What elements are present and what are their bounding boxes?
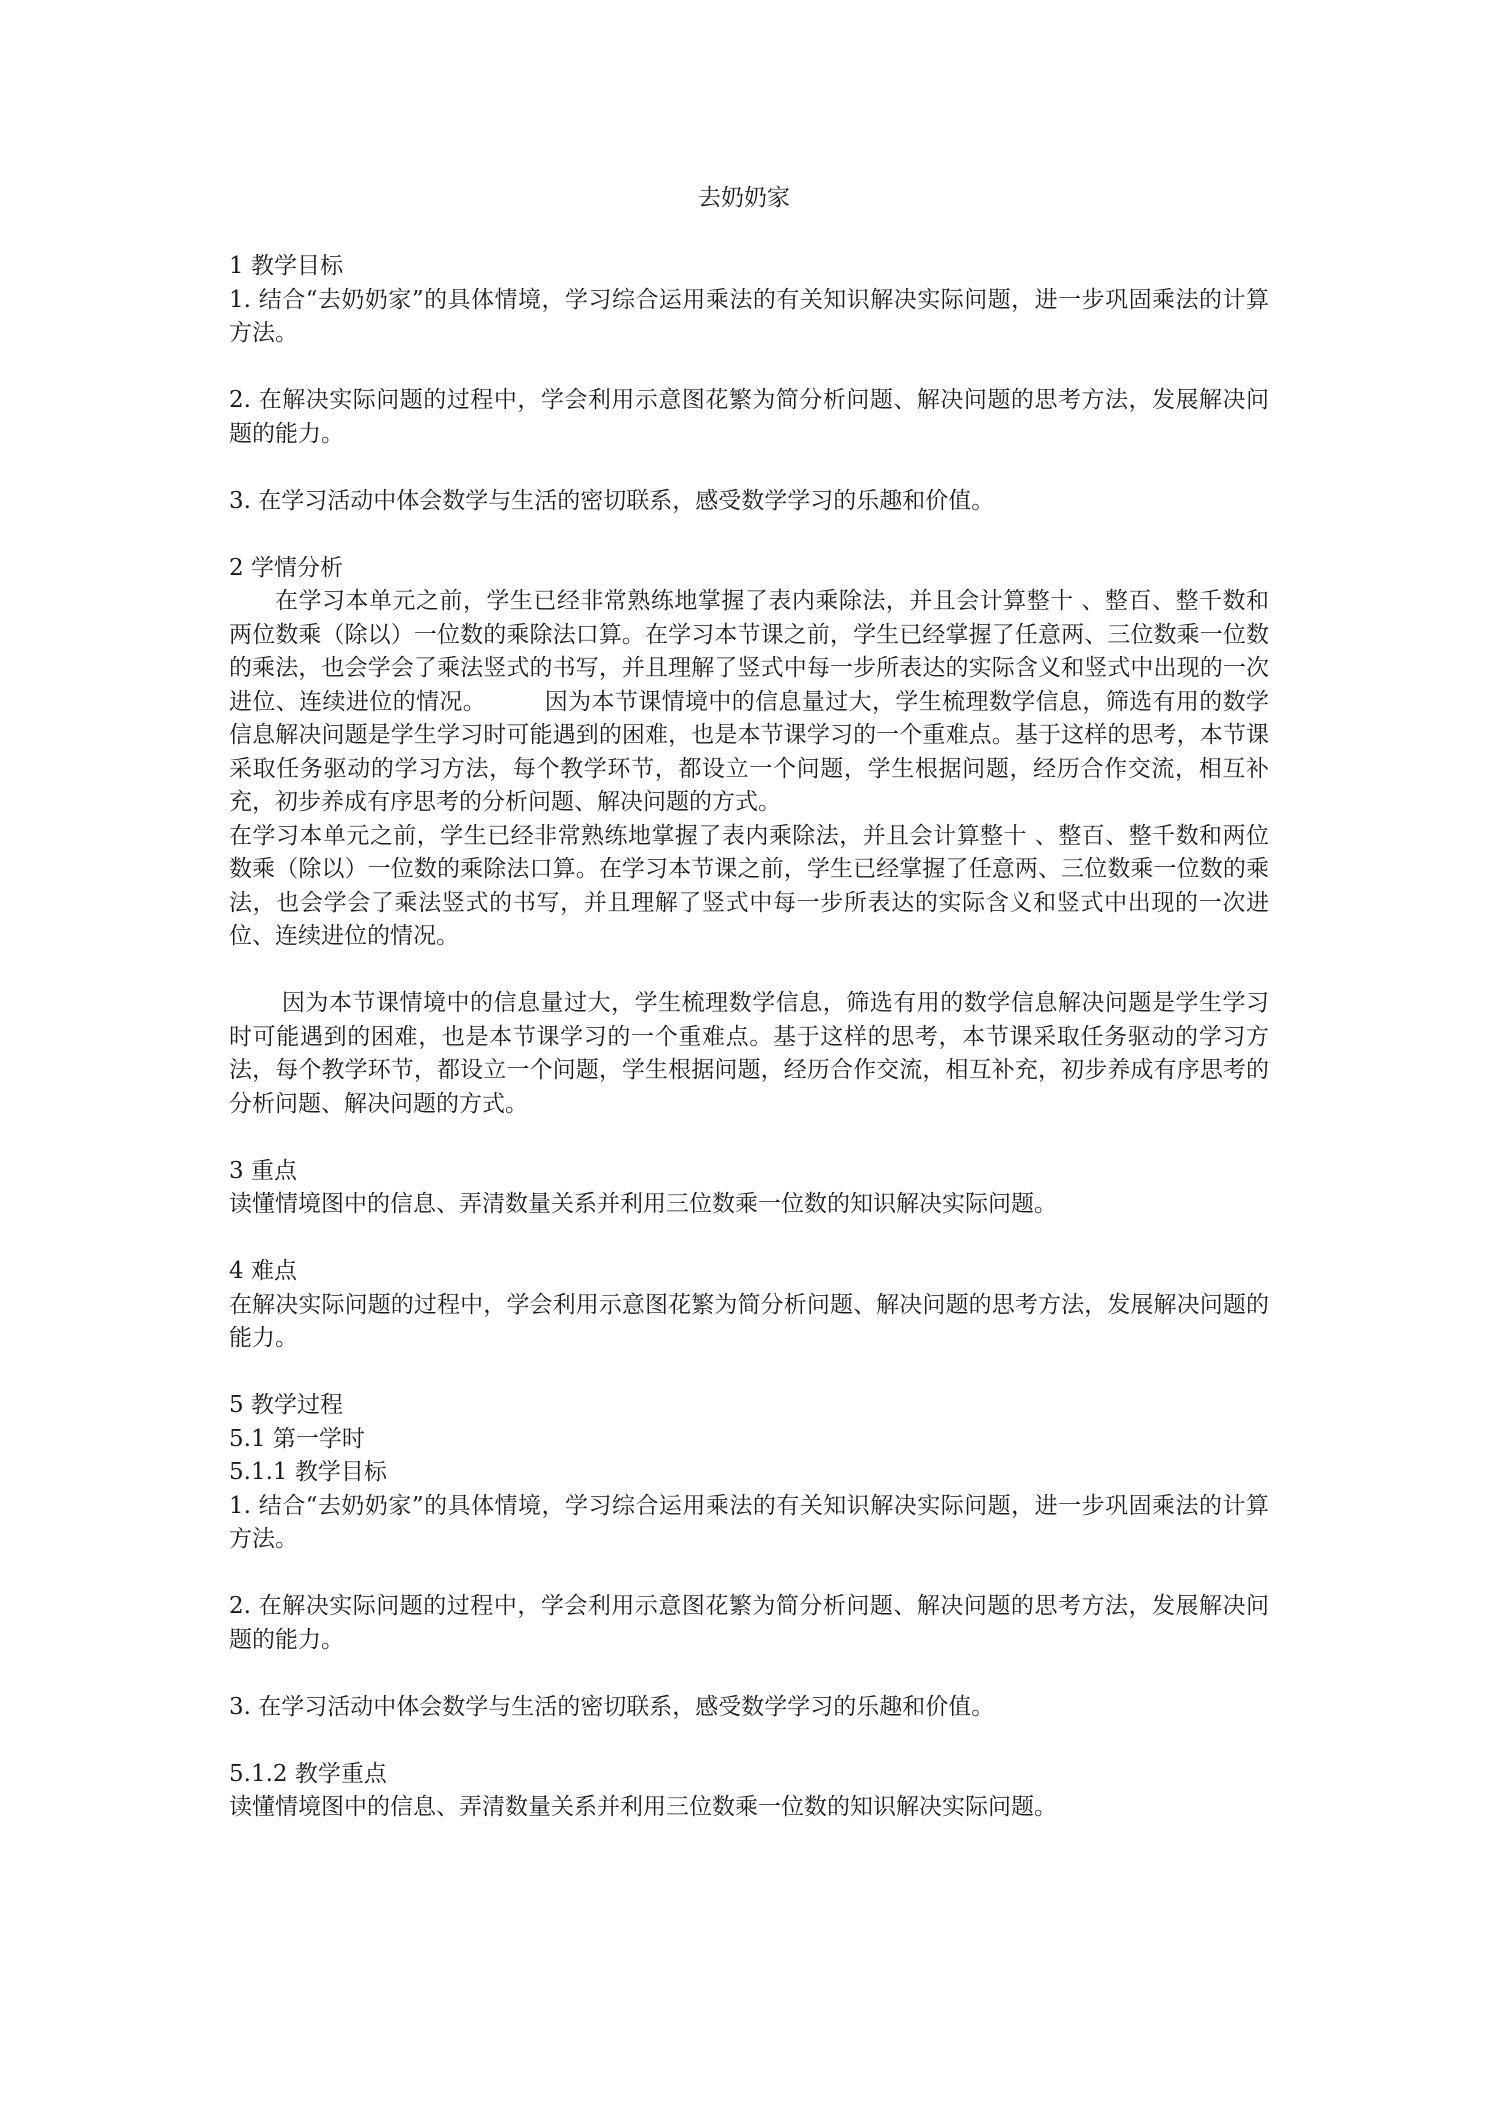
blank-line: [229, 1121, 1269, 1155]
objective-item: 3. 在学习活动中体会数学与生活的密切联系，感受数学学习的乐趣和价值。: [229, 487, 995, 514]
objective-item: 2. 在解决实际问题的过程中，学会利用示意图花繁为简分析问题、解决问题的思考方法，发展解决问题的能力。: [229, 1593, 1269, 1653]
subsection-heading: 5.1.2 教学重点: [229, 1760, 387, 1787]
document-body: [229, 250, 1269, 1825]
section-body: 读懂情境图中的信息、弄清数量关系并利用三位数乘一位数的知识解决实际问题。: [229, 1794, 1057, 1820]
subsection-heading: 5.1.1 教学目标: [229, 1459, 387, 1485]
subsection-heading: 5.1 第一学时: [229, 1425, 365, 1452]
blank-line: [229, 351, 1269, 385]
section-heading: 5 教学过程: [229, 1392, 343, 1418]
objective-item: 3. 在学习活动中体会数学与生活的密切联系，感受数学学习的乐趣和价值。: [229, 1693, 995, 1720]
blank-line: [229, 1222, 1269, 1256]
analysis-paragraph: 因为本节课情境中的信息量过大，学生梳理数学信息，筛选有用的数学信息解决问题是学生学习时可能遇到的困难，也是本节课学习的一个重难点。基于这样的思考，本节课采取任务驱动的学习方法，每个教学环节，都设立一个问题，学生根据问题，经历合作交流，相互补充，初步养成有序思考的分析问题、解决问题的方式。: [229, 990, 1269, 1117]
section-heading: 3 重点: [229, 1157, 297, 1184]
objective-item: 2. 在解决实际问题的过程中，学会利用示意图花繁为简分析问题、解决问题的思考方法，发展解决问题的能力。: [229, 387, 1269, 447]
blank-line: [229, 1356, 1269, 1390]
section-body: 读懂情境图中的信息、弄清数量关系并利用三位数乘一位数的知识解决实际问题。: [229, 1191, 1057, 1217]
section-heading: 4 难点: [229, 1258, 297, 1284]
blank-line: [229, 1724, 1269, 1758]
section-heading: 1 教学目标: [229, 253, 343, 279]
analysis-paragraph: 在学习本单元之前，学生已经非常熟练地掌握了表内乘除法，并且会计算整十 、整百、整千数和两位数乘（除以）一位数的乘除法口算。在学习本节课之前，学生已经掌握了任意两、三位数乘一位数的乘法，也会学会了乘法竖式的书写，并且理解了竖式中每一步所表达的实际含义和竖式中出现的一次进位、连续进位的情况。 因为本节课情境中的信息量过大，学生梳理数学信息，筛选有用的数学信息解决问题是学生学习时可能遇到的困难，也是本节课学习的一个重难点。基于这样的思考，本节课采取任务驱动的学习方法，每个教学环节，都设立一个问题，学生根据问题，经历合作交流，相互补充，初步养成有序思考的分析问题、解决问题的方式。: [229, 588, 1269, 815]
blank-line: [229, 518, 1269, 552]
analysis-paragraph: 在学习本单元之前，学生已经非常熟练地掌握了表内乘除法，并且会计算整十 、整百、整千数和两位数乘（除以）一位数的乘除法口算。在学习本节课之前，学生已经掌握了任意两、三位数乘一位数的乘法，也会学会了乘法竖式的书写，并且理解了竖式中每一步所表达的实际含义和竖式中出现的一次进位、连续进位的情况。: [229, 822, 1269, 949]
section-heading: 2 学情分析: [229, 554, 343, 581]
blank-line: [229, 954, 1269, 988]
blank-line: [229, 1557, 1269, 1591]
objective-item: 1. 结合“去奶奶家”的具体情境，学习综合运用乘法的有关知识解决实际问题，进一步巩固乘法的计算方法。: [229, 1492, 1269, 1552]
blank-line: [229, 1657, 1269, 1691]
blank-line: [229, 451, 1269, 485]
section-body: 在解决实际问题的过程中，学会利用示意图花繁为简分析问题、解决问题的思考方法，发展解决问题的能力。: [229, 1291, 1269, 1351]
document-title: 去奶奶家: [698, 185, 790, 211]
objective-item: 1. 结合“去奶奶家”的具体情境，学习综合运用乘法的有关知识解决实际问题，进一步巩固乘法的计算方法。: [229, 286, 1269, 346]
